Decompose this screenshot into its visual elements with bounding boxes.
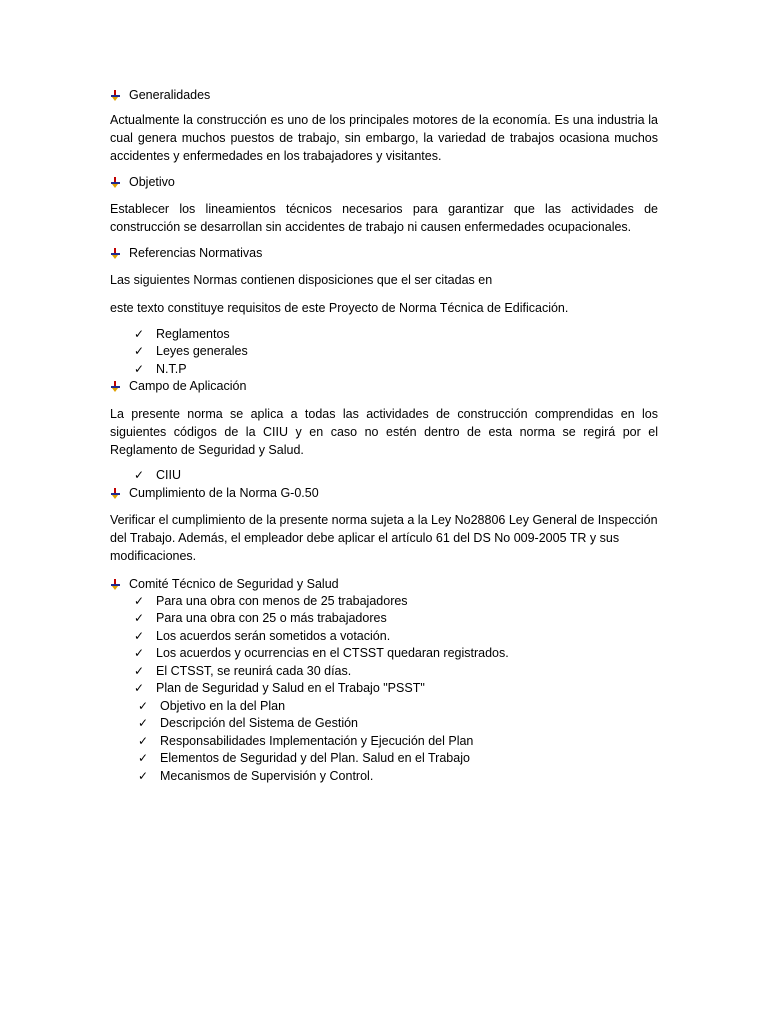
section-heading-generalidades — [110, 86, 658, 103]
heading-text: Referencias Normativas — [129, 245, 263, 260]
heading-text: Objetivo — [129, 174, 175, 189]
check-icon: ✓ — [134, 628, 145, 643]
check-icon: ✓ — [134, 344, 145, 359]
paragraph-objetivo: Establecer los lineamientos técnicos necesarios para garantizar que las actividades de construcción se desarrollan sin accidentes de trabajo ni causen enfermedades ocupacionales. — [110, 202, 658, 234]
check-icon: ✓ — [134, 646, 145, 661]
list-item: ✓ Responsabilidades Implementación y Ejecución del Plan — [138, 733, 474, 748]
check-icon: ✓ — [134, 681, 145, 696]
arrow-bullet-icon — [110, 89, 122, 101]
check-icon: ✓ — [134, 468, 145, 483]
list-item: ✓ El CTSST, se reunirá cada 30 días. — [134, 663, 352, 678]
referencias-list — [110, 325, 658, 378]
section-heading-referencias — [110, 244, 658, 261]
paragraph-referencias-1: Las siguientes Normas contienen disposiciones que el ser citadas en — [110, 273, 493, 287]
check-icon: ✓ — [134, 326, 145, 341]
comite-list — [110, 592, 658, 697]
section-heading-objetivo — [110, 173, 658, 190]
check-icon: ✓ — [134, 663, 145, 678]
list-item: ✓ Descripción del Sistema de Gestión — [138, 716, 359, 731]
list-item: ✓ Para una obra con menos de 25 trabajadores — [134, 593, 408, 608]
check-icon: ✓ — [138, 716, 149, 731]
list-item: ✓ Plan de Seguridad y Salud en el Trabajo "PSST" — [134, 681, 425, 696]
section-heading-campo — [110, 378, 658, 395]
list-item: ✓ Objetivo en la del Plan — [138, 698, 286, 713]
check-icon: ✓ — [134, 361, 145, 376]
arrow-bullet-icon — [110, 247, 122, 259]
paragraph-generalidades: Actualmente la construcción es uno de los principales motores de la economía. Es una industria la cual genera muchos puestos de trabajo, sin embargo, la variedad de trabajos ocasiona muchos accidentes y enfermedades en los trabajadores y visitantes. — [110, 113, 658, 163]
check-icon: ✓ — [138, 698, 149, 713]
heading-text: Campo de Aplicación — [129, 379, 247, 393]
list-item: ✓ CIIU — [134, 468, 181, 483]
list-item: ✓ Los acuerdos y ocurrencias en el CTSST quedaran registrados. — [134, 646, 509, 661]
list-item: ✓ N.T.P — [134, 361, 187, 376]
arrow-bullet-icon — [110, 176, 122, 188]
check-icon: ✓ — [138, 751, 149, 766]
list-item: ✓ Elementos de Seguridad y del Plan. Salud en el Trabajo — [138, 751, 470, 766]
check-icon: ✓ — [134, 593, 145, 608]
list-item: ✓ Reglamentos — [134, 326, 230, 341]
check-icon: ✓ — [134, 611, 145, 626]
plan-sublist — [110, 697, 658, 785]
check-icon: ✓ — [138, 768, 149, 783]
heading-text: Cumplimiento de la Norma G-0.50 — [129, 485, 319, 500]
paragraph-cumplimiento: Verificar el cumplimiento de la presente norma sujeta a la Ley No28806 Ley General de Inspección del Trabajo. Además, el empleador debe aplicar el artículo 61 del DS No 009-2005 TR y sus modificaciones. — [110, 513, 658, 563]
campo-list — [110, 467, 658, 485]
arrow-bullet-icon — [110, 578, 122, 590]
heading-text: Generalidades — [129, 87, 211, 102]
paragraph-campo: La presente norma se aplica a todas las actividades de construcción comprendidas en los siguientes códigos de la CIIU y en caso no estén dentro de esta norma se regirá por el Reglamento de Seguridad y Salud. — [110, 406, 658, 457]
paragraph-referencias-2: este texto constituye requisitos de este Proyecto de Norma Técnica de Edificación. — [110, 301, 569, 315]
check-icon: ✓ — [138, 733, 149, 748]
list-item: ✓ Leyes generales — [134, 344, 248, 359]
arrow-bullet-icon — [110, 380, 122, 392]
section-heading-comite — [110, 575, 658, 592]
list-item: ✓ Para una obra con 25 o más trabajadores — [134, 611, 387, 626]
list-item: ✓ Los acuerdos serán sometidos a votación. — [134, 628, 391, 643]
document-content — [110, 86, 658, 785]
section-heading-cumplimiento — [110, 484, 658, 501]
arrow-bullet-icon — [110, 487, 122, 499]
heading-text: Comité Técnico de Seguridad y Salud — [129, 576, 339, 591]
list-item: ✓ Mecanismos de Supervisión y Control. — [138, 768, 374, 783]
